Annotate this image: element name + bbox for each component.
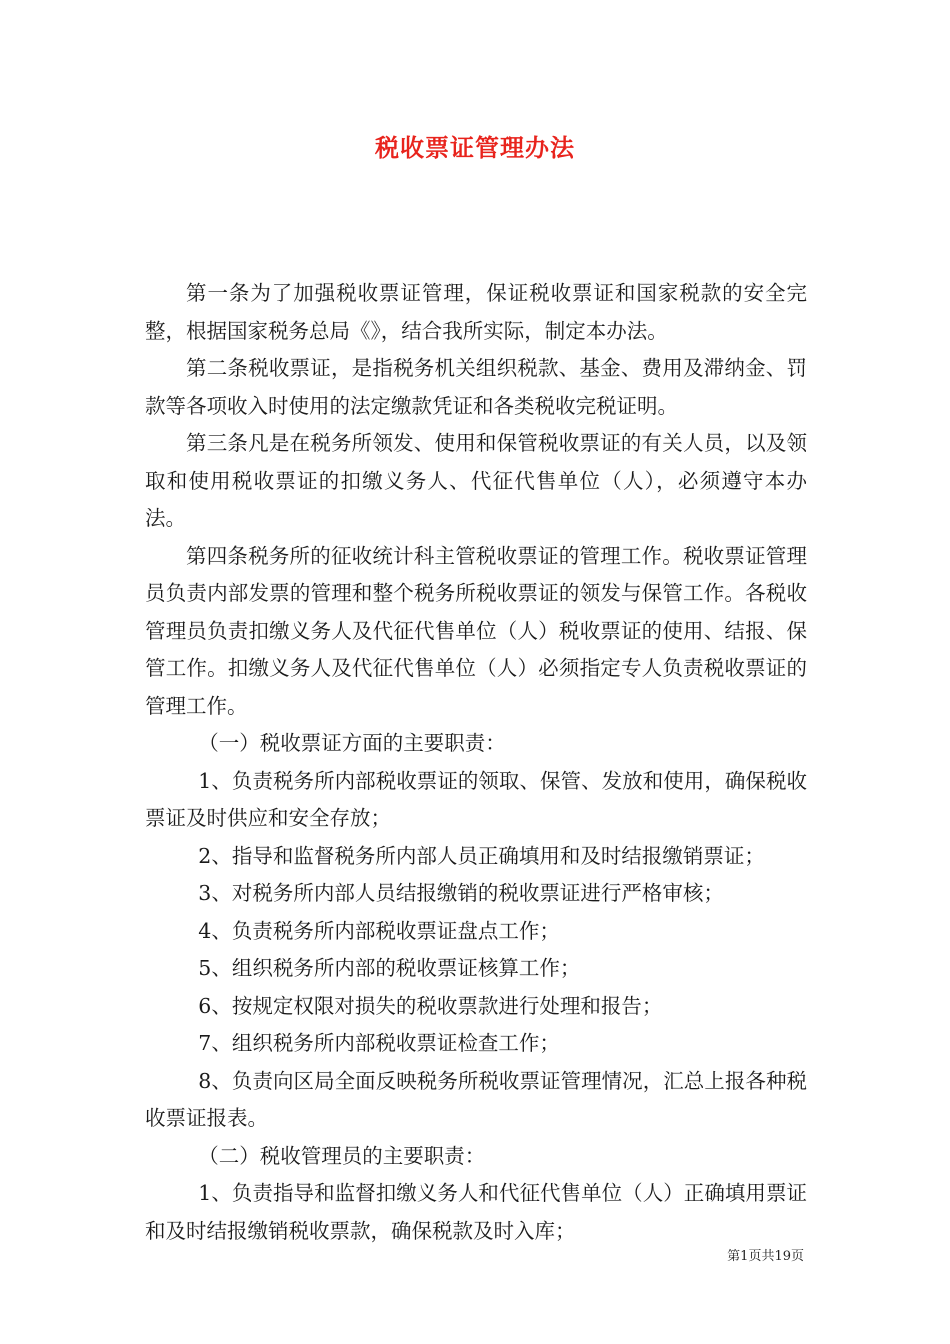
section-1-item-3: 3、对税务所内部人员结报缴销的税收票证进行严格审核； xyxy=(198,881,724,905)
article-4: 第四条税务所的征收统计科主管税收票证的管理工作。税收票证管理员负责内部发票的管理和整个税务所税收票证的领发与保管工作。各税收管理员负责扣缴义务人及代征代售单位（人）税收票证的使用、结报、保管工作。扣缴义务人及代征代售单位（人）必须指定专人负责税收票证的管理工作。 xyxy=(145,543,807,718)
section-1-heading: （一）税收票证方面的主要职责： xyxy=(198,731,506,755)
page-number: 第1页共19页 xyxy=(727,1249,804,1264)
section-1-item-5: 5、组织税务所内部的税收票证核算工作； xyxy=(198,956,581,980)
document-title: 税收票证管理办法 xyxy=(375,133,575,162)
article-2: 第二条税收票证，是指税务机关组织税款、基金、费用及滞纳金、罚款等各项收入时使用的法定缴款凭证和各类税收完税证明。 xyxy=(145,356,807,418)
section-2-heading: （二）税收管理员的主要职责： xyxy=(198,1143,486,1168)
document-body xyxy=(145,275,807,1250)
section-2-item-1: 1、负责指导和监督扣缴义务人和代征代售单位（人）正确填用票证和及时结报缴销税收票款，确保税款及时入库； xyxy=(145,1181,807,1243)
section-1-item-8: 8、负责向区局全面反映税务所税收票证管理情况，汇总上报各种税收票证报表。 xyxy=(145,1068,807,1130)
section-1-item-6: 6、按规定权限对损失的税收票款进行处理和报告； xyxy=(198,993,663,1018)
section-1-item-4: 4、负责税务所内部税收票证盘点工作； xyxy=(198,918,560,943)
section-1-item-7: 7、组织税务所内部税收票证检查工作； xyxy=(198,1031,560,1055)
section-1-item-1: 1、负责税务所内部税收票证的领取、保管、发放和使用，确保税收票证及时供应和安全存放； xyxy=(145,768,807,830)
article-1: 第一条为了加强税收票证管理，保证税收票证和国家税款的安全完整，根据国家税务总局《》，结合我所实际，制定本办法。 xyxy=(145,281,807,343)
section-1-item-2: 2、指导和监督税务所内部人员正确填用和及时结报缴销票证； xyxy=(198,843,765,868)
article-3: 第三条凡是在税务所领发、使用和保管税收票证的有关人员，以及领取和使用税收票证的扣缴义务人、代征代售单位（人），必须遵守本办法。 xyxy=(145,431,807,530)
